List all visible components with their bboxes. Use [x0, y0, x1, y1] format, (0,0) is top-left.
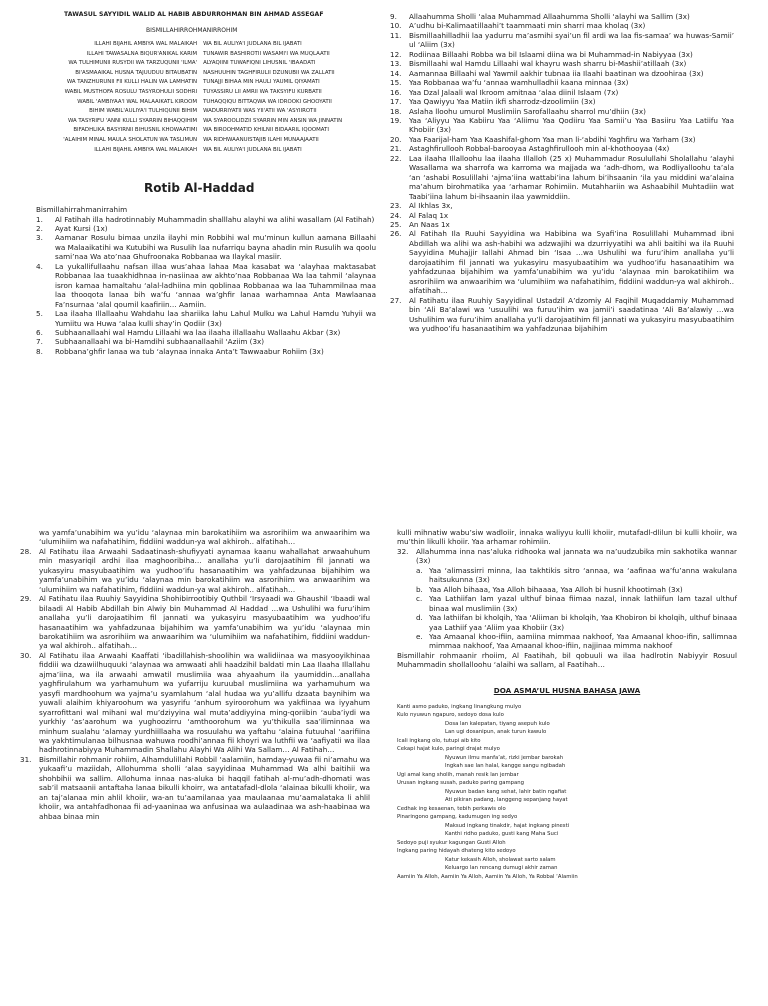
shalawat-bismillah: BISMILLAHIRROHMANIRROHIM [146, 27, 238, 34]
item-number: 20. [390, 134, 402, 144]
sub-item-letter: c. [416, 594, 423, 604]
list-item [36, 215, 376, 224]
item-number: 21. [390, 144, 402, 154]
poem-line: Cedhak ing kesaenan, tebih perkawis olo [397, 805, 506, 812]
verse-row [36, 69, 376, 79]
item-text: Al Fatihah illa hadrotinnabiy Muhammadin shalllahu alayhi wa alihi wasallam (Al Fatihah) [55, 214, 375, 224]
item-text: Al Fatihatu ilaa Ruuhiy Sayyidina Shohibirrootibiy Quthbil ‘Irsyaadi wa Ghaushil ‘Ibaadi wal bilaadi Al Habib Abdillah bin Alwiy bin Muhammad Al Haddad …wa Ushulihi wa furu’ihim anallaha yu’li darojaatihim fil jannati wa yukasyiru masyubaatihim wa yudhoo’ifu hasanaatihim wa yahfadzunaa bijahihim wa yamfa’unabihim wa yu’idu ‘alaynaa min barokatihiim wa asrorihiim wa anwaarihim wa ‘ulumihiim wa nafahatihim, fiddiini waddun-ya wal akhiroh.. alfatihah… [39, 594, 370, 651]
verse-first-half: WA TANZHURUNII FII KULLI HALIN WA LAMHATIN [66, 79, 198, 86]
list-item [390, 296, 734, 334]
shalawat-verses [36, 40, 376, 155]
item-number: 32. [397, 546, 409, 556]
list-item [390, 229, 734, 295]
poem-line: Nyuwun badan kang sehat, lahir batin ngafiat [445, 788, 567, 795]
list-item [390, 88, 734, 97]
list-item [20, 594, 370, 651]
list-item [390, 107, 734, 116]
verse-second-half: WA BIROOHMATID KHILNII BIDAARIL IQOOMATI [203, 127, 329, 134]
item-number: 18. [390, 106, 402, 116]
poem-line: Nyuwun ilmu manfa’at, rizki jembar barokah [445, 754, 564, 761]
jawa-poem [397, 703, 737, 882]
poem-line: Aamiin Ya Alloh, Aamiin Ya Alloh, Aamiin Ya Alloh, Ya Robbal ‘Alamiin [397, 873, 578, 880]
item-number: 29. [20, 594, 32, 604]
sub-item-letter: a. [416, 565, 423, 575]
item-number: 11. [390, 30, 402, 40]
item-number: 16. [390, 87, 402, 97]
sub-item [397, 594, 737, 613]
sub-item-text: Yaa Alloh bihaaa, Yaa Alloh bihaaaa, Yaa Alloh bi husnil khootimah (3x) [429, 584, 683, 594]
rotib-list-9-27 [390, 12, 734, 333]
item-text: Bismillahir rohmanir rohiim, Alhamdulillahi Robbil ‘aalamiin, hamday-yuwaa fii ni’amahu wa yukaafi’u maziidah, Allohumma sholli ‘alaa sayyidinaa Muhammad Wa alhi baitihii wa shohbihii wa sallim. Allohuma innaa nas-aluka bi haqqil fatihah al-mu’adh-dhomati was sab’il matsaanii antaftaha lanaa bikulli khoirr, wa antatafadl-dlola ‘alainaa bikulli khoiir, wa an taj’alanaa min ahlil khoiir, wa-an tu’aamilanaa yaa maulaanaa mu’aamalataka li ahlil khoiir, wa antahfadhonaa fii ad-yaaninaa wa anfusinaa wa aulaadinaa wa ash-haabinaa wa ahbaa binaa min [39, 754, 370, 821]
poem-line: Ingkang paring hidayah dhateng kito sedoyo [397, 848, 516, 855]
bottom-left-column [20, 528, 370, 821]
item-text: Yaa Robbanaa wa’fu ‘annaa wamhulladhii kaana minnaa (3x) [409, 78, 629, 88]
verse-second-half: WADURRIYATII WAS YII'ATII WA 'ASYIIROTII [203, 108, 317, 115]
list-item [390, 116, 734, 135]
verse-row [36, 117, 376, 127]
list-item [390, 12, 734, 21]
poem-line: Kulo nyuwun ngapuro, sedoyo dosa kulo [397, 712, 504, 719]
item-number: 14. [390, 68, 402, 78]
item-text: Yaa Qawiyyu Yaa Matiin ikfi sharrodz-dzoolimiin (3x) [409, 97, 596, 107]
item-number: 8. [36, 346, 43, 356]
verse-second-half: TUYASSIRU LII AMRII WA TAKSYIFU KURBATII [203, 88, 322, 95]
sub-item-letter: d. [416, 613, 423, 623]
verse-second-half: WA SYAROOLIDZII SYARRIN MIN ANSIN WA JINNATIN [203, 117, 343, 124]
poem-line: Urusan ingkang susah, paduko paring gampang [397, 780, 525, 787]
verse-first-half: WA TULHIMUNII RUSYDII WA TARZUQUNII 'ILMA' [68, 60, 198, 67]
poem-line: Ugi amal kang sholih, manah resik lan jembar [397, 771, 519, 778]
verse-first-half: WA TASYRIFU 'ANNI KULLI SYARRIN BIHAQQIHIM [67, 117, 198, 124]
item-text: Bismillaahilladhii laa yadurru ma’asmihi syai’un fil ardi wa laa fis-samaa’ wa huwas-Samii’ ul ‘Aliim (3x) [409, 30, 734, 50]
item-text: Al Ikhlas 3x, [409, 201, 453, 211]
poem-line: Keluargo lan rencang dumugi akhir zaman [445, 865, 558, 872]
closing-paragraph: Bismillahir rohmaanir rhoiim, Al Faatihah, bil qobuuli wa ilaa hadlrotin Nabiyyir Rosuul Muhammadin shollalloohu ‘alaihi wa sallam, al Faatihah… [397, 650, 737, 670]
sub-item-letter: e. [416, 631, 423, 641]
item-text: An Naas 1x [409, 219, 450, 229]
list-item [390, 78, 734, 87]
rotib-title: Rotib Al-Haddad [144, 181, 255, 196]
item-text: Al Fatihatu ilaa Ruuhiy Sayyidinal Ustadzil A’dzomiy Al Faqihil Muqaddamiy Muhammad bin ‘Ali Ba’alawi wa ‘usuulihi wa furuu’ihim wa jamii’i saadatinaa ‘Ali Ba’alawiy …wa Ushulihim wa furu’ihim anallaha yu’li darojaatihim fil jannati wa yukasyiru masyubaatihim wa yudhoo’ifu hasanaatihim wa yahfadzunaa bijahihim [409, 295, 734, 333]
top-right-column [390, 12, 734, 333]
list-item [36, 328, 376, 337]
verse-second-half: NASHUUHIN TAGHFIRULII DZUNUBII WA ZALLATII [203, 69, 335, 76]
item-number: 31. [20, 754, 32, 764]
item-text: Al Fatihatu ilaa Arwaahi Sadaatinash-shufiyyati aynamaa kaanu wahallahat arwaahuhum min masyariqil ardhi ilaa maghooribiha… anallaha yu’li darojaatihim fil jannati wa yukasyiru masyubaatihim wa yudhoo’ifu hasanaatihim wa yahfadzunaa bijahihim wa yamfa’unabihim wa yu’idu ‘alaynaa min barokatihiim wa asrorihiim wa anwaarihim wa ‘ulumihiim wa nafahatihim, fiddiini waddun-ya wal akhiroh.. alfatihah… [39, 546, 370, 594]
list-item [390, 154, 734, 201]
verse-row [36, 59, 376, 69]
item-text: A’udhu bi-Kalimaatillaahi’t taammaati min sharri maa kholaq (3x) [409, 21, 646, 31]
list-item [36, 337, 376, 346]
item-number: 13. [390, 59, 402, 69]
item-number: 10. [390, 21, 402, 31]
verse-second-half: WA BIL AULIYA'I JUDLANA BIL IJABATI [203, 146, 302, 153]
item-text: Robbana’ghfir lanaa wa tub ‘alaynaa innaka Anta’t Tawwaabur Rohiim (3x) [55, 346, 324, 356]
bottom-right-column [397, 528, 737, 881]
list-item [20, 547, 370, 594]
sub-item [397, 566, 737, 585]
verse-first-half: 'ALAIHIM MINAL MAULA SHOLATUN WA TASLIMUN [63, 136, 198, 143]
list-item [390, 59, 734, 68]
list-item [390, 220, 734, 229]
item-text: Ayat Kursi (1x) [55, 224, 108, 234]
verse-second-half: TUHAQQIQU BITTAQWA WA IDROOKI GHOOYATII [203, 98, 332, 105]
poem-line: Maksud ingkang tinakdir, hajat ingkang pinesti [445, 822, 570, 829]
item-text: Al Falaq 1x [409, 210, 449, 220]
list-item [390, 97, 734, 106]
sub-item-text: Yaa Amaanal khoo-ifiin, aamiina mimmaa nakhoof, Yaa Amaanal khoo-ifin, sallimnaa mimmaa nakhoof, Yaa Amaanal khoo-ifiin, najjinaa mimma nakhoof [429, 631, 737, 651]
poem-line: Ati pikiran padang, langgeng sepanjang hayat [445, 797, 568, 804]
verse-first-half: BIHIM WABIL'AULIYA'I TULHIQUNII BIHIM [89, 108, 198, 115]
verse-first-half: WABIL MUSTHOFA ROSULU TASYROHULII SODHRI [64, 88, 198, 95]
verse-row [36, 126, 376, 136]
item-number: 3. [36, 233, 43, 243]
item-text: Al Fatihah Ila Ruuhi Sayyidina wa Habibina wa Syafi’ina Rosulillahi Muhammad ibni Abdillah wa alihi wa ash-habihi wa adzwajihi wa dzurriyyatihi wa ahli baitihi wa ila Ruuhi Sayyidina Muhajjir Iallahi Ahmad bin ‘Isaa …wa Ushulihi wa furu’ihim anallaha yu’li darojaatihim fil jannati wa yukasyiru masyubaatihim wa yudhoo’ifu hasanaatihim wa yahfadzunaa bijahihim wa yamfa’unabihim wa yu’idu ‘alaynaa min barokatihiim wa asrorihiim wa anwaarihim wa ‘ulumihiim wa nafahatihim, fiddiini waddun-ya wal akhiroh.. alfatihah… [409, 229, 734, 296]
item-text: Subhaanallaahi wal Hamdu Lillaahi wa laa ilaaha illallaahu Wallaahu Akbar (3x) [55, 328, 341, 338]
sub-item [397, 585, 737, 594]
jawa-title: DOA ASMA’UL HUSNA BAHASA JAWA [493, 685, 641, 695]
list-item [20, 755, 370, 821]
poem-line: Lan ugi dosanipun, anak turun kawulo [445, 729, 547, 736]
poem-line: Katur kekasih Alloh, sholawat sarto salam [445, 856, 556, 863]
item-text: Rodiinaa Billaahi Robba wa bil Islaami diina wa bi Muhammad-in Nabiyyaa (3x) [409, 49, 693, 59]
item-number: 2. [36, 224, 43, 234]
verse-row [36, 50, 376, 60]
verse-second-half: TUNAWIR BASHIROTII WASAMI'I WA MUQLAATII [203, 50, 330, 57]
verse-first-half: ILLAHI BIJAHIL AMBIYA WAL MALAIKAH [94, 41, 198, 47]
verse-second-half: ALYAQIINI TUWAFIQNI LIHUSNIL 'IBAADATI [203, 60, 316, 67]
item-number: 4. [36, 261, 43, 271]
item-text: Laa ilaaha Illalloohu laa ilaaha Illalloh (25 x) Muhammadur Rosulullahi Sholallahu ‘alayhi Wasallama wa sharrofa wa karroma wa majjada wa ‘adh-dhom, wa Rodliyalloohu ta’ala ‘an ‘ashabi Rosulillahi ‘ajma’iina wattabi’ina lahum bi’ihsaanin ‘ila yau middini wa’alaina ma’ahum birohmatika yaa ‘arhamar Rohimiin. Mutahhariin wa Ashaabihil Muhtadiin wat Taabi’iina lahum bi-ihsaanin ilaa yawmiddiin. [409, 153, 734, 201]
list-item [390, 31, 734, 50]
list-item [36, 233, 376, 261]
item-number: 9. [390, 12, 397, 21]
verse-second-half: WA BIL AULIYA'I JUDLANA BIL IJABATI [203, 41, 302, 47]
item-text: Laa ilaaha Illallaahu Wahdahu laa shariika lahu Lahul Mulku wa Lahul Hamdu Yuhyii wa Yumiitu wa Huwa ‘alaa kulli shay’in Qodiir (3x) [55, 309, 376, 328]
rotib-bismillah: Bismillahirrahmanirrahim [36, 205, 128, 215]
item-number: 28. [20, 546, 32, 556]
poem-line: Sedoyo puji syukur kagungan Gusti Alloh [397, 839, 506, 846]
item-text: Allaahumma Sholli ‘alaa Muhammad Allaahumma Sholli ‘alayhi wa Sallim (3x) [409, 12, 690, 21]
verse-first-half: ILLAHI TAWASALNA BIQUR'ANIKAL KARIM [86, 50, 198, 57]
list-item [36, 309, 376, 328]
poem-line: Dosa lan kalepatan, tiyang asepuh kulo [445, 720, 550, 727]
list-item [390, 69, 734, 78]
poem-line: Pinaringono gampang, kadumugen ing sedyo [397, 814, 518, 821]
list-item [390, 21, 734, 30]
verse-row [36, 146, 376, 156]
list-item [390, 144, 734, 153]
list-item [390, 201, 734, 210]
verse-row [36, 40, 376, 50]
list-item [36, 347, 376, 356]
item-number: 23. [390, 201, 402, 211]
item-number: 24. [390, 210, 402, 220]
verse-row [36, 78, 376, 88]
poem-line: Icali ingkang olo, tutupi aib kito [397, 737, 481, 744]
verse-first-half: BIFADHLIKA BASYIRNII BIHUSNIL KHOWAATIMI [73, 127, 198, 134]
list-item [36, 224, 376, 233]
poem-line: Kanthi ridho paduko, gusti kang Maha Suci [445, 831, 559, 838]
list-item [390, 211, 734, 220]
poem-line: Kanti asmo paduko, ingkang linangkung mulyo [397, 703, 522, 710]
rotib-list-28-31 [20, 547, 370, 821]
item-number: 15. [390, 78, 402, 88]
verse-row [36, 107, 376, 117]
item-number: 12. [390, 49, 402, 59]
item-number: 26. [390, 229, 402, 239]
item-number: 25. [390, 219, 402, 229]
item-text: La yukallifullaahu nafsan illaa wus’ahaa lahaa Maa kasabat wa ‘alayhaa maktasabat Robbanaa laa tuaakhidhnaa in-nasiinaa aw akhto’naa Robbanaa Wa laa tahmil ‘alaynaa isron kamaa hamaltahu ‘alal-ladhiina min qoblinaa Robbanaa wa laa Tuhammilnaa maa laa thooqota lanaa bih wa’fu ‘annaa wa’ghfir lanaa warhamnaa Anta Mawlaanaa Fa’nsurnaa ‘alal qoumil kaafiriin… Aamiin. [55, 261, 376, 309]
item-number: 19. [390, 115, 402, 125]
item-number: 5. [36, 309, 43, 319]
sub-list [397, 566, 737, 651]
verse-second-half: WA RIDHWAANUISTAJIB ILAHI MUNAAJAATII [203, 136, 319, 143]
item-text: Al Fatihatu ilaa Arwaahi Kaaffati ‘ibadillahish-shoolihin wa walidiinaa wa masyooyikhinaa fiddiii wa dzawiilhuquuki ‘alaynaa wa amwaati ahli haadzihil baldati min Laa Ilaaha Illallahu ajma’iina, wa ila arwaahi amwatil muslimiia waa ahyaahum ila yaumiddin…anallaha yaghfirulahum wa yarhamuhum wa yufarriju kuruubal muslimiina wa yarhamuhum wa yasyfi mardhoohum wa yajma’u syamlahum ‘alal hudaa wa yu’allifu dzaata baynihim wa yuwali alaihim khiyaroohum wa yasyrifu ‘anhum syiroorohum wa yakfiinaa wa iyyahum syarrofittani wal mihani wal mu’dziyyina wal muta’addiyyina ming-qoriibin ‘auba’iydi wa yurkhiy ‘as’aarohum wa yughoozirru ‘amthoorohum wa yu’thikulla saa’iliminnaa wa minhum sualahu ‘alamay yurdhiillaaha wa rosuulahu wa yaftahu ‘alaina futuuhal ‘aarifiina wa yakhtimulanaa bilhusnaa wahuwa roodhi’annaa fii khoyri wa luthfii wa ‘aafiyatii wa ilaa hadhrotinnabiyya Muhammadin Shallahu Alayhi Wa Alihi Wa Sallam… Al Fatihah… [39, 650, 370, 755]
top-left-column [36, 8, 376, 356]
sub-item [397, 613, 737, 632]
sub-item [397, 632, 737, 651]
continued-paragraph: kulli mihnatiw wabu’siw wadloiir, innaka waliyyu kulli khoiir, mutafadl-dlilun bi kulli khoiir, wa mu’thin likulli khoiir. Yaa arhamar rohimiin. [397, 528, 737, 547]
list-item [20, 651, 370, 755]
item-number: 6. [36, 328, 43, 338]
item-number: 1. [36, 214, 43, 224]
verse-second-half: TUNAJJI BIHAA MIN HAULI YAUMIL QIYAMATI [203, 79, 320, 86]
item-number: 22. [390, 153, 402, 163]
continued-paragraph: wa yamfa’unabihim wa yu’idu ‘alaynaa min barokatihiim wa asrorihiim wa anwaarihim wa ‘ulumihiim wa nafahatihim, fiddiini waddun-ya wal akhiroh.. alfatihah… [39, 528, 370, 547]
item-text: Astaghfirullooh Robbal-barooyaa Astaghfirullooh min al-khothooyaa (4x) [409, 144, 670, 154]
sub-item-text: Yaa lathiifan bi kholqih, Yaa ‘Aliiman bi kholqih, Yaa Khobiron bi kholqih, ulthuf binaaa yaa Lathiif yaa ‘Aliim yaa Khobiir (3x) [429, 613, 737, 632]
item-text: Aamanar Rosulu bimaa unzila ilayhi min Robbihi wal mu’minun kullun aamana Billaahi wa Malaaikatihi wa Kutubihi wa Rusulih laa nufarriqu bayna ahadin min Rusulih wa qoolu sami’naa Wa ato’naa Ghufroonaka Robbanaa wa Ilaykal masiir. [55, 233, 376, 262]
sub-item-text: Yaa Lathiifan lam yazal ulthuf binaa fiimaa nazal, innak lathiifun lam tazal ulthuf binaa wal muslimiin (3x) [429, 594, 737, 613]
item-text: Yaa ‘Aliyyu Yaa Kabiiru Yaa ‘Aliimu Yaa Qodiiru Yaa Samii’u Yaa Basiiru Yaa Latiifu Yaa Khobiir (3x) [409, 115, 734, 135]
item-number: 17. [390, 97, 402, 107]
item-number: 27. [390, 295, 402, 305]
item-number: 7. [36, 337, 43, 347]
item-text: Aamannaa Billaahi wal Yawmil aakhir tubnaa iia Ilaahi baatinan wa dzoohiraa (3x) [409, 68, 704, 78]
verse-first-half: ILLAHI BIJAHIL AMBIYA WAL MALAIKAH [94, 146, 198, 153]
verse-row [36, 136, 376, 146]
poem-line: Ingkah sae lan halal, kangge sangu ngibadah [445, 763, 566, 770]
item-text: Subhaanallaahi wa bi-Hamdihi subhaanallaahil ‘Aziim (3x) [55, 337, 265, 347]
item-number: 30. [20, 650, 32, 660]
item-text: Allahumma inna nas’aluka ridhooka wal jannata wa na’uudzubika min sakhotika wannar (3x) [416, 546, 737, 566]
item-text: Yaa Dzal Jalaali wal Ikroom amitnaa ‘alaa diinil Islaam (7x) [409, 87, 619, 97]
list-item [36, 262, 376, 309]
poem-line: Cekapi hajat kulo, paringi drajat mulyo [397, 746, 500, 753]
shalawat-title: TAWASUL SAYYIDIL WALID AL HABIB ABDURROHMAN BIN AHMAD ASSEGAF [64, 11, 324, 18]
item-text: Yaa Faarijal-ham Yaa Kaashifal-ghom Yaa man li-‘abdihi Yaghfiru wa Yarham (3x) [409, 134, 696, 144]
list-item [390, 135, 734, 144]
verse-row [36, 98, 376, 108]
list-item [397, 547, 737, 566]
verse-first-half: WABIL 'AMBIYAA'I WAL MALAAIKATL KIROOM [77, 98, 198, 105]
rotib-list-1-8 [36, 215, 376, 357]
sub-item-letter: b. [416, 584, 423, 594]
verse-row [36, 88, 376, 98]
sub-item-text: Yaa ‘alimassirri minna, laa takhtikis sitro ‘annaa, wa ‘aafinaa wa’fu’anna wakulana haitsukunna (3x) [429, 565, 737, 585]
item-text: Aslaha lloohu umurol Muslimiin Sarofallaahu sharrol mu’dhiin (3x) [409, 106, 646, 116]
list-item [390, 50, 734, 59]
verse-first-half: BI'ASMAAIKAL HUSNA TAJUUDUU BITAUBATIN [75, 69, 198, 76]
item-text: Bismillaahi wal Hamdu Lillaahi wal khayru wash sharru bi-Mashii’atillaah (3x) [409, 59, 687, 69]
